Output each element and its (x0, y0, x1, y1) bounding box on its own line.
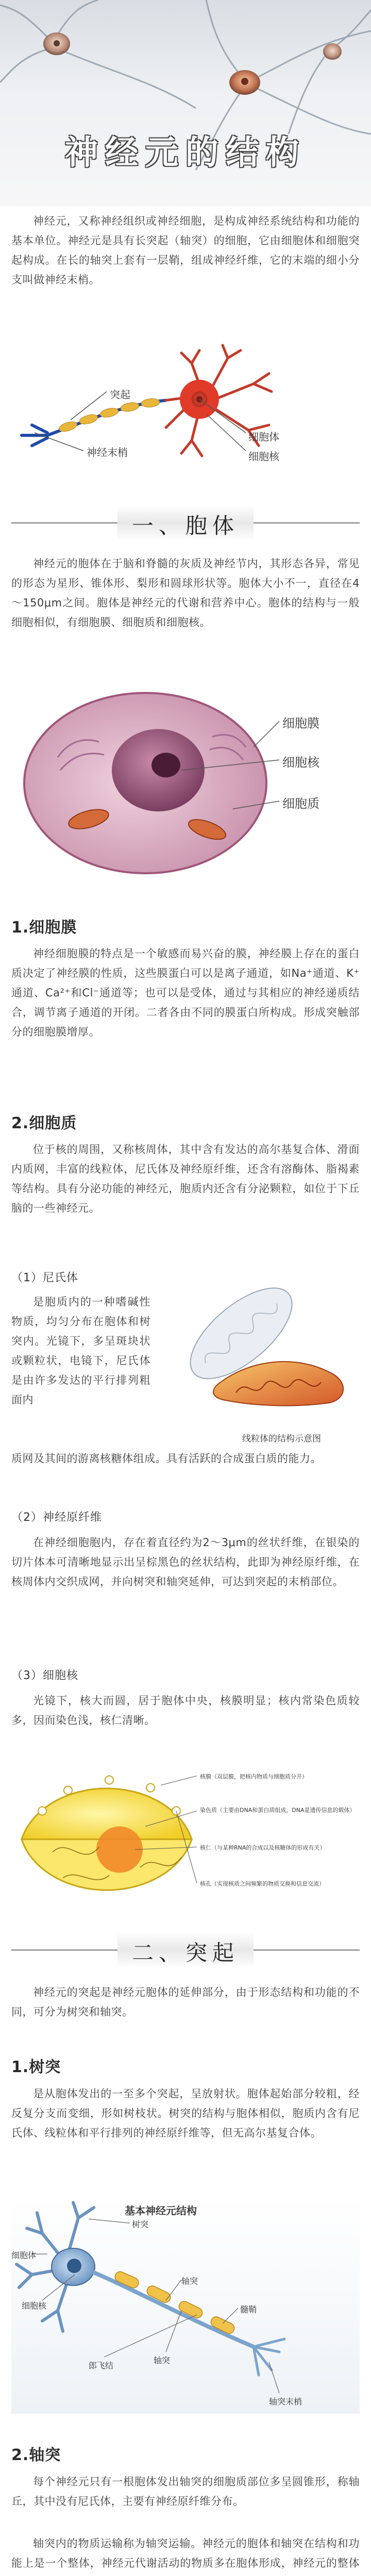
nucleus-label-membrane: 核膜（双层膜，把核内物质与细胞质分开） (200, 1773, 308, 1780)
cytoplasm-title: 2.细胞质 (11, 1114, 77, 1132)
neuron-structure-image (11, 2197, 360, 2414)
nucleus-heading: （3）细胞核 (11, 1669, 78, 1682)
nucleus-label-nucleolus: 核仁（与某种RNA的合成以及核糖体的形成有关） (200, 1844, 326, 1851)
cell-diagram (11, 680, 360, 886)
section-2-paragraph: 神经元的突起是神经元胞体的延伸部分，由于形态结构和功能的不同，可分为树突和轴突。 (11, 1986, 360, 2018)
fig-label-myelin: 髓鞘 (240, 2304, 257, 2314)
nissl-heading: （1）尼氏体 (11, 1272, 78, 1284)
intro-paragraph: 神经元，又称神经组织或神经细胞，是构成神经系统结构和功能的基本单位。神经元是具有长突起（轴突）的细胞，它由细胞体和细胞突起构成。在长的轴突上套有一层鞘，组成神经纤维，它的末端的细小分支叫做神经末梢。 (11, 215, 360, 286)
nucleus-label-pore: 核孔（实现核质之间频繁的物质交换和信息交流） (200, 1880, 325, 1887)
neuron-label-tuqi: 突起 (110, 388, 130, 401)
header-neurons-image (0, 0, 371, 206)
fibril-paragraph: 在神经细胞胞内，存在着直径约为2～3μm的丝状纤维，在银染的切片体本可清晰地显示出呈棕黑色的丝状结构，此即为神经原纤维，在核周体内交织成网，并向树突和轴突延伸，可达到突起的末梢部位。 (11, 1536, 360, 1588)
dendrite-title: 1.树突 (11, 2058, 61, 2076)
mitochondria-caption: 线粒体的结构示意图 (242, 1434, 321, 1444)
section-title-box (117, 1932, 254, 1968)
fig-title: 基本神经元结构 (125, 2205, 197, 2217)
divider (11, 522, 117, 523)
section-2-heading (0, 1932, 371, 1968)
membrane-title: 1.细胞膜 (11, 919, 77, 937)
fig-label-dendrite: 树突 (132, 2219, 149, 2229)
section-1-heading (0, 505, 371, 541)
nucleus-paragraph: 光镜下，核大而圆，居于胞体中央，核膜明显；核内常染色质较多，因而染色浅，核仁清晰。 (11, 1694, 360, 1726)
section-title: 二、突起 (131, 1940, 239, 1965)
axon-paragraph-2: 轴突内的物质运输称为轴突运输。神经元的胞体和轴突在结构和功能上是一个整体，神经元代谢活动的物质多在胞体形成，神经元的整体 (11, 2537, 360, 2569)
neuron-label-mozhao: 神经末梢 (87, 446, 128, 459)
header-banner (0, 0, 371, 206)
label-cell-membrane: 细胞膜 (282, 716, 319, 731)
neuron-structure-figure (11, 2197, 360, 2414)
fig-label-axon-2: 轴突 (154, 2355, 171, 2365)
nissl-paragraph-short: 是胞质内的一种嗜碱性物质，均匀分布在胞体和树突内。光镜下，多呈斑块状或颗粒状，电镜下，尼氏体是由许多发达的平行排列粗面内 (11, 1296, 150, 1406)
fig-label-node-ranvier: 郎飞结 (89, 2361, 114, 2370)
axon-paragraph-1: 每个神经元只有一根胞体发出轴突的细胞质部位多呈圆锥形，称轴丘，其中没有尼氏体，主要有神经原纤维分布。 (11, 2476, 360, 2507)
label-cell-nucleus: 细胞核 (282, 755, 319, 770)
fig-label-axon: 轴突 (181, 2276, 198, 2286)
divider (11, 1950, 117, 1951)
neuron-label-he: 细胞核 (248, 450, 279, 463)
label-cytoplasm: 细胞质 (282, 796, 319, 811)
nucleus-label-chromatin: 染色质（主要由DNA和蛋白质组成，DNA是遗传信息的载体） (200, 1807, 356, 1814)
fibril-heading: （2）神经原纤维 (11, 1511, 102, 1524)
membrane-paragraph: 神经细胞膜的特点是一个敏感而易兴奋的膜，神经膜上存在的蛋白质决定了神经膜的性质，这些膜蛋白可以是离子通道，如Na⁺通道、K⁺通道、Ca²⁺和Cl⁻通道等；也可以是受体，通过与其相应的神经递质结合，调节离子通道的开闭。二者各由不同的膜蛋白所构成。形成突触部分的细胞膜增厚。 (11, 947, 360, 1038)
divider (254, 522, 360, 523)
fig-label-soma: 细胞体 (11, 2250, 37, 2260)
fig-label-axon-terminal: 轴突末梢 (269, 2397, 302, 2406)
nissl-paragraph-full: 质网及其间的游离核糖体组成。具有活跃的合成蛋白质的能力。 (11, 1452, 322, 1465)
nucleus-diagram (11, 1765, 360, 1914)
dendrite-paragraph: 是从胞体发出的一至多个突起，呈放射状。胞体起始部分较粗，经反复分支而变细，形如树枝状。树突的结构与胞体相似，胞质内含有尼氏体、线粒体和平行排列的神经原纤维等，但无高尔基复合体。 (11, 2088, 360, 2139)
axon-title: 2.轴突 (11, 2446, 61, 2464)
cytoplasm-paragraph: 位于核的周围，又称核周体，其中含有发达的高尔基复合体、滑面内质网，丰富的线粒体，尼氏体及神经原纤维，还含有溶酶体、脂褐素等结构。具有分泌功能的神经元，胞质内还含有分泌颗粒，如位于下丘脑的一些神经元。 (11, 1143, 360, 1214)
section-title-box (117, 505, 254, 541)
fig-label-nucleus: 细胞核 (22, 2301, 47, 2311)
section-1-paragraph: 神经元的胞体在于脑和脊髓的灰质及神经节内，其形态各异，常见的形态为星形、锥体形、梨形和圆球形状等。胞体大小不一，直径在4～150μm之间。胞体是神经元的代谢和营养中心。胞体的结构与一般细胞相似，有细胞膜、细胞质和细胞核。 (11, 557, 360, 629)
mitochondria-diagram (164, 1272, 360, 1426)
section-title: 一、胞体 (131, 513, 239, 538)
divider (254, 1950, 360, 1951)
neuron-diagram (11, 343, 360, 471)
page-title: 神经元的结构 (65, 133, 306, 172)
neuron-label-tiji: 细胞体 (248, 431, 279, 443)
